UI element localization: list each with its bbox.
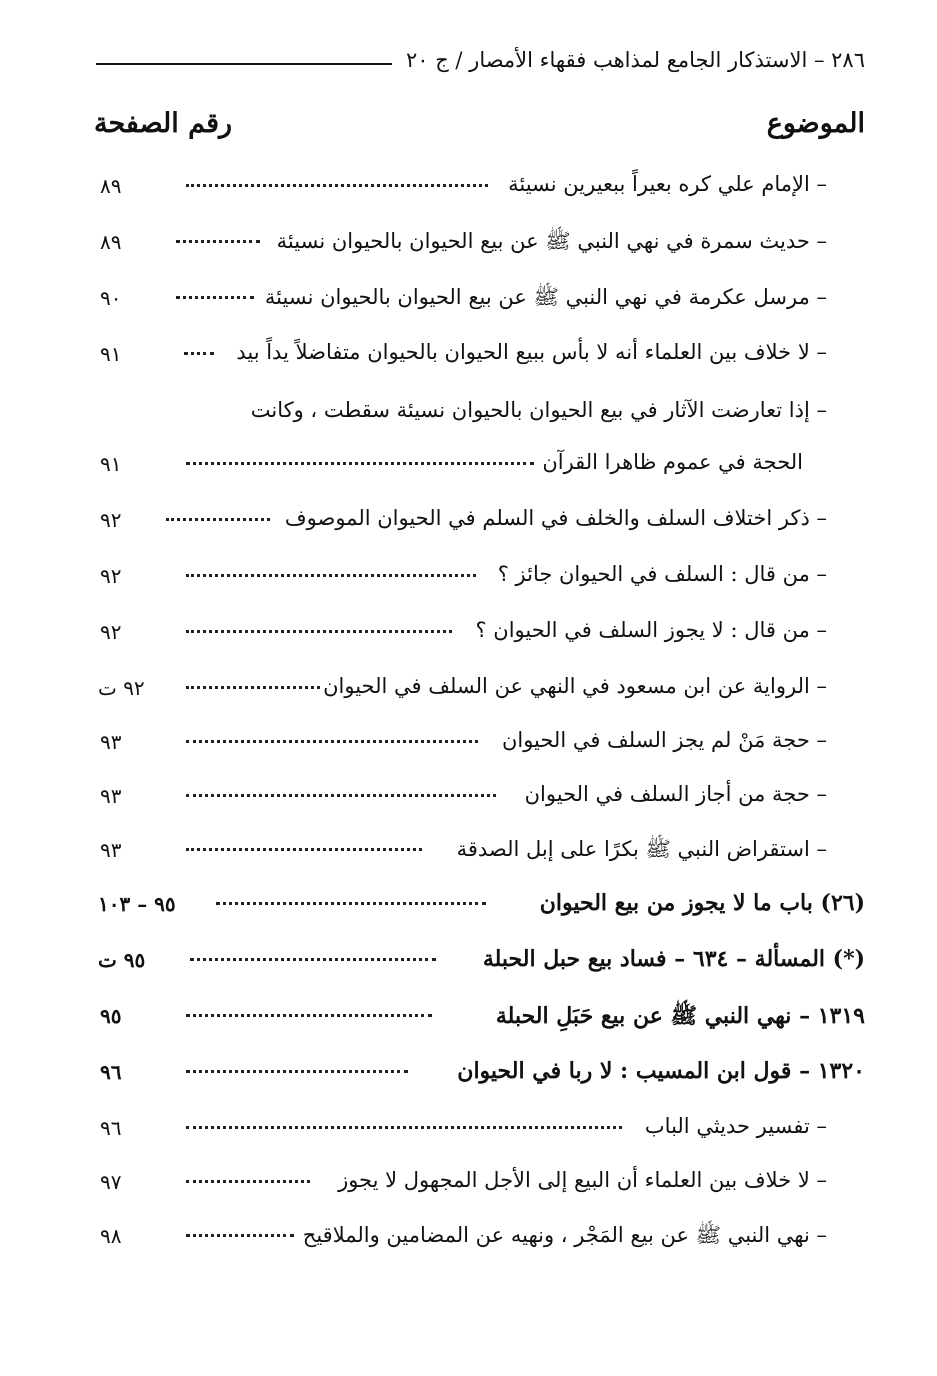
toc-entry <box>0 498 937 546</box>
entry-text: – مرسل عكرمة في نهي النبي ﷺ عن بيع الحيوان بالحيوان نسيئة <box>264 285 827 309</box>
entry-page: ٩٠ <box>100 286 122 310</box>
entry-page: ٩٧ <box>100 1170 122 1194</box>
entry-text: – نهي النبي ﷺ عن بيع المَجْر ، ونهيه عن المضامين والملاقيح <box>302 1223 827 1247</box>
entry-text: (*) المسألة – ٦٣٤ – فساد بيع حبل الحبلة <box>482 946 865 972</box>
entry-text: ١٣٢٠ – قول ابن المسيب : لا ربا في الحيوان <box>457 1058 865 1084</box>
toc-entry-continuation <box>0 442 937 490</box>
toc-chapter-entry <box>0 882 937 930</box>
toc-entry <box>0 1214 937 1262</box>
entry-page: ٩٦ <box>100 1060 122 1084</box>
toc-entry <box>0 720 937 768</box>
entry-text: (٢٦) باب ما لا يجوز من بيع الحيوان <box>539 890 865 916</box>
leader-dots <box>186 740 478 743</box>
entry-page: ٩٣ <box>100 784 122 808</box>
leader-dots <box>184 352 214 355</box>
leader-dots <box>186 1070 408 1073</box>
entry-text: – من قال : السلف في الحيوان جائز ؟ <box>497 562 827 586</box>
toc-entry <box>0 332 937 380</box>
entry-page: ٩٢ <box>100 564 122 588</box>
entry-text: – تفسير حديثي الباب <box>644 1114 827 1138</box>
running-head-text: ٢٨٦ – الاستذكار الجامع لمذاهب فقهاء الأمصار / ج ٢٠ <box>405 48 865 72</box>
entry-page: ٩١ <box>100 342 122 366</box>
entry-page: ٩٨ <box>100 1224 122 1248</box>
entry-text: – الرواية عن ابن مسعود في النهي عن السلف في الحيوان <box>323 674 827 698</box>
entry-text: الحجة في عموم ظاهرا القرآن <box>542 450 803 474</box>
entry-page: ٨٩ <box>100 230 122 254</box>
entry-page: ٩٢ ت <box>98 676 145 700</box>
toc-entry <box>0 220 937 268</box>
leader-dots <box>186 574 476 577</box>
page-number-column-heading: رقم الصفحة <box>94 108 233 139</box>
header-rule <box>96 63 392 65</box>
toc-chapter-entry <box>0 1050 937 1098</box>
entry-page: ٩٢ <box>100 508 122 532</box>
entry-page: ٩٥ – ١٠٣ <box>98 892 176 916</box>
entry-page: ٩٥ <box>100 1004 122 1028</box>
leader-dots <box>186 1180 310 1183</box>
entry-page: ٩٣ <box>100 838 122 862</box>
toc-entry <box>0 1160 937 1208</box>
toc-entry <box>0 774 937 822</box>
leader-dots <box>166 518 270 521</box>
toc-entry <box>0 390 937 438</box>
toc-entry <box>0 164 937 212</box>
entry-page: ٩١ <box>100 452 122 476</box>
entry-page: ٩٢ <box>100 620 122 644</box>
leader-dots <box>186 1234 294 1237</box>
entry-text: – حجة مَنْ لم يجز السلف في الحيوان <box>501 728 827 752</box>
toc-entry <box>0 554 937 602</box>
running-head <box>96 40 865 80</box>
entry-text: ١٣١٩ – نهي النبي ﷺ عن بيع حَبَلِ الحبلة <box>495 1003 865 1029</box>
toc-entry <box>0 666 937 714</box>
entry-text: – حديث سمرة في نهي النبي ﷺ عن بيع الحيوان بالحيوان نسيئة <box>276 229 827 253</box>
leader-dots <box>186 462 534 465</box>
entry-text: – الإمام علي كره بعيراً ببعيرين نسيئة <box>508 172 827 196</box>
entry-page: ٨٩ <box>100 174 122 198</box>
leader-dots <box>186 1014 432 1017</box>
entry-page: ٩٦ <box>100 1116 122 1140</box>
leader-dots <box>186 184 488 187</box>
entry-text: – لا خلاف بين العلماء أنه لا بأس ببيع الحيوان بالحيوان متفاضلاً يداً بيد <box>236 340 827 364</box>
leader-dots <box>216 902 486 905</box>
topic-column-heading: الموضوع <box>766 108 865 139</box>
toc-entry <box>0 828 937 876</box>
toc-chapter-entry <box>0 938 937 986</box>
entry-text: – ذكر اختلاف السلف والخلف في السلم في الحيوان الموصوف <box>284 506 827 530</box>
entry-page: ٩٣ <box>100 730 122 754</box>
leader-dots <box>186 630 452 633</box>
leader-dots <box>176 296 254 299</box>
entry-text: – استقراض النبي ﷺ بكرًا على إبل الصدقة <box>456 837 827 861</box>
leader-dots <box>186 794 496 797</box>
toc-entry <box>0 276 937 324</box>
toc-chapter-entry <box>0 994 937 1042</box>
entry-text: – لا خلاف بين العلماء أن البيع إلى الأجل المجهول لا يجوز <box>338 1168 827 1192</box>
toc-entry <box>0 610 937 658</box>
leader-dots <box>176 240 260 243</box>
entry-page: ٩٥ ت <box>98 948 146 972</box>
leader-dots <box>190 958 436 961</box>
entry-text: – حجة من أجاز السلف في الحيوان <box>524 782 827 806</box>
toc-entry <box>0 1106 937 1154</box>
leader-dots <box>186 848 422 851</box>
entry-text: – إذا تعارضت الآثار في بيع الحيوان بالحيوان نسيئة سقطت ، وكانت <box>250 398 827 422</box>
entry-text: – من قال : لا يجوز السلف في الحيوان ؟ <box>475 618 827 642</box>
leader-dots <box>186 1126 622 1129</box>
